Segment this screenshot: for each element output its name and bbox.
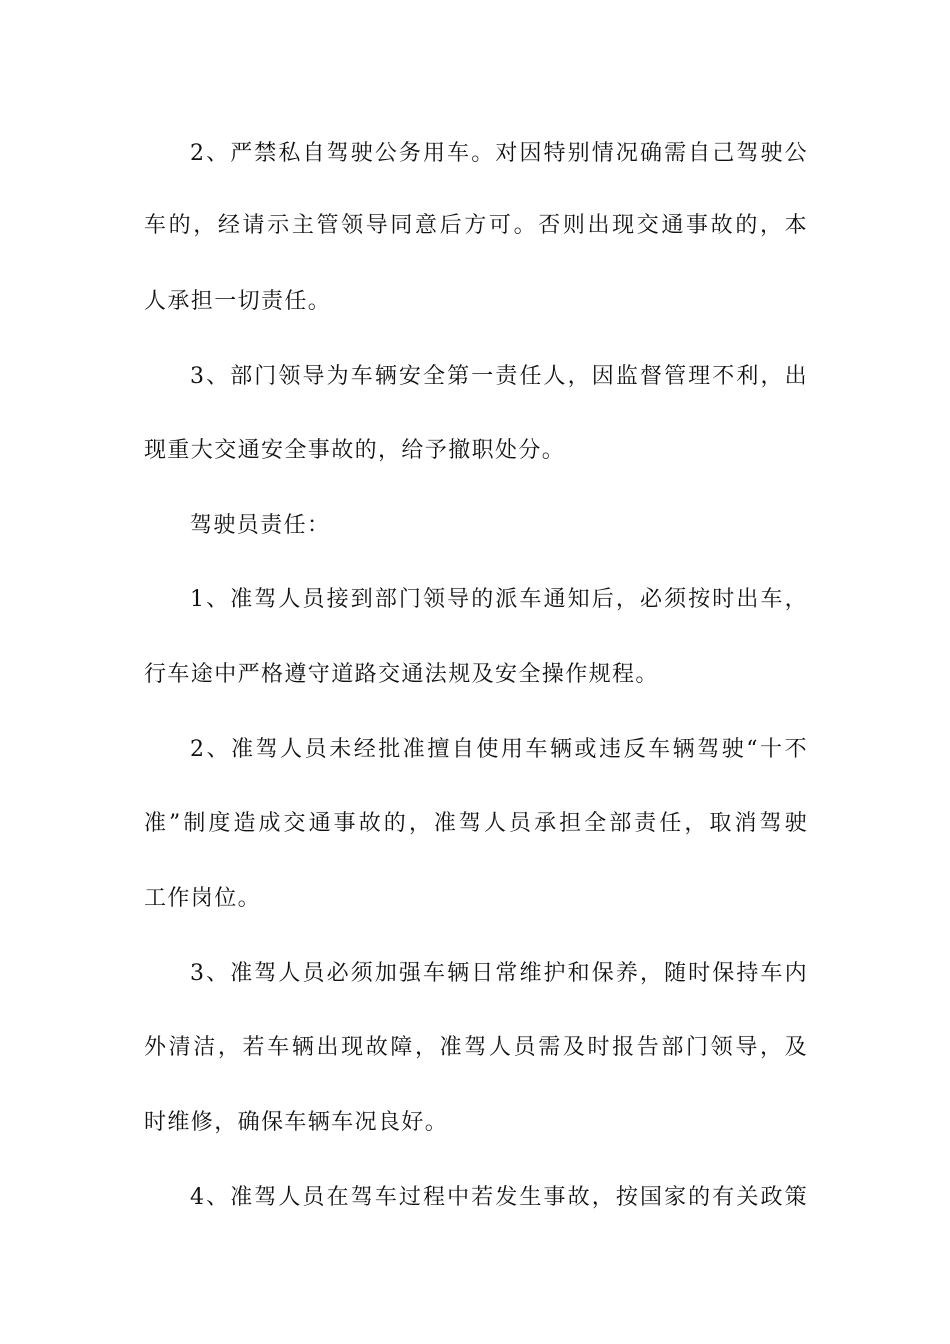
text-line: 准”制度造成交通事故的，准驾人员承担全部责任，取消驾驶 [144, 811, 808, 836]
text-line: 2、严禁私自驾驶公务用车。对因特别情况确需自己驾驶公 [190, 141, 808, 166]
text-line: 2、准驾人员未经批准擅自使用车辆或违反车辆驾驶“十不 [190, 737, 808, 762]
text-line: 1、准驾人员接到部门领导的派车通知后，必须按时出车， [190, 587, 808, 612]
text-line: 人承担一切责任。 [144, 289, 332, 314]
section-heading: 驾驶员责任： [190, 513, 331, 538]
text-line: 行车途中严格遵守道路交通法规及安全操作规程。 [144, 662, 659, 687]
text-line: 工作岗位。 [144, 886, 262, 911]
text-line: 现重大交通安全事故的，给予撤职处分。 [144, 438, 566, 463]
text-line: 车的，经请示主管领导同意后方可。否则出现交通事故的，本 [144, 213, 808, 238]
text-line: 4、准驾人员在驾车过程中若发生事故，按国家的有关政策 [190, 1185, 808, 1210]
text-line: 3、部门领导为车辆安全第一责任人，因监督管理不利，出 [190, 364, 808, 389]
text-line: 3、准驾人员必须加强车辆日常维护和保养，随时保持车内 [190, 961, 808, 986]
text-line: 外清洁，若车辆出现故障，准驾人员需及时报告部门领导，及 [144, 1035, 808, 1060]
text-line: 时维修，确保车辆车况良好。 [144, 1110, 449, 1135]
